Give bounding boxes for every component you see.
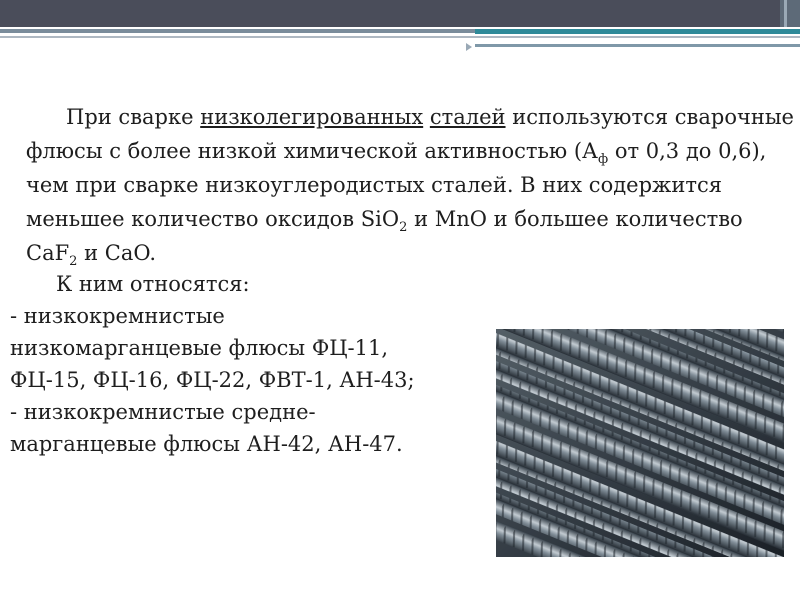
link-steels[interactable]: сталей [429, 105, 506, 129]
flux-list [10, 268, 490, 460]
text-run: При сварке [66, 105, 201, 129]
subscript: ф [597, 152, 609, 167]
header-arrow-icon [466, 43, 472, 51]
text-run: от 0,3 до 0,6), чем при сварке низкоуглеродистых сталей. В них содержится меньшее количество оксидов SiO [26, 139, 767, 231]
header-corner [780, 0, 800, 27]
list-item: низкомарганцевые флюсы ФЦ-11, [10, 336, 389, 360]
header-thin-rule [0, 36, 800, 38]
list-item: ФЦ-15, ФЦ-16, ФЦ-22, ФВТ-1, АН-43; [10, 368, 415, 392]
list-item: марганцевые флюсы АН-42, АН-47. [10, 432, 403, 456]
rebar-image [496, 329, 784, 557]
text-run: и MnO и большее количество CaF [26, 207, 743, 265]
subscript: 2 [69, 254, 78, 269]
text-run: используются сварочные флюсы с более низкой химической активностью (А [26, 105, 794, 163]
main-paragraph [26, 100, 794, 270]
subscript: 2 [399, 220, 408, 235]
list-lead: К ним относятся: [56, 272, 250, 296]
list-item: - низкокремнистые [10, 304, 225, 328]
text-run [423, 105, 430, 129]
rebar-photo [496, 329, 784, 557]
header-band [0, 0, 780, 27]
list-item: - низкокремнистые средне- [10, 400, 316, 424]
link-low-alloy[interactable]: низколегированных [200, 105, 424, 129]
text-run: и CaO. [77, 241, 157, 265]
header-accent-line [475, 44, 800, 47]
header-accent-rule [475, 29, 800, 34]
